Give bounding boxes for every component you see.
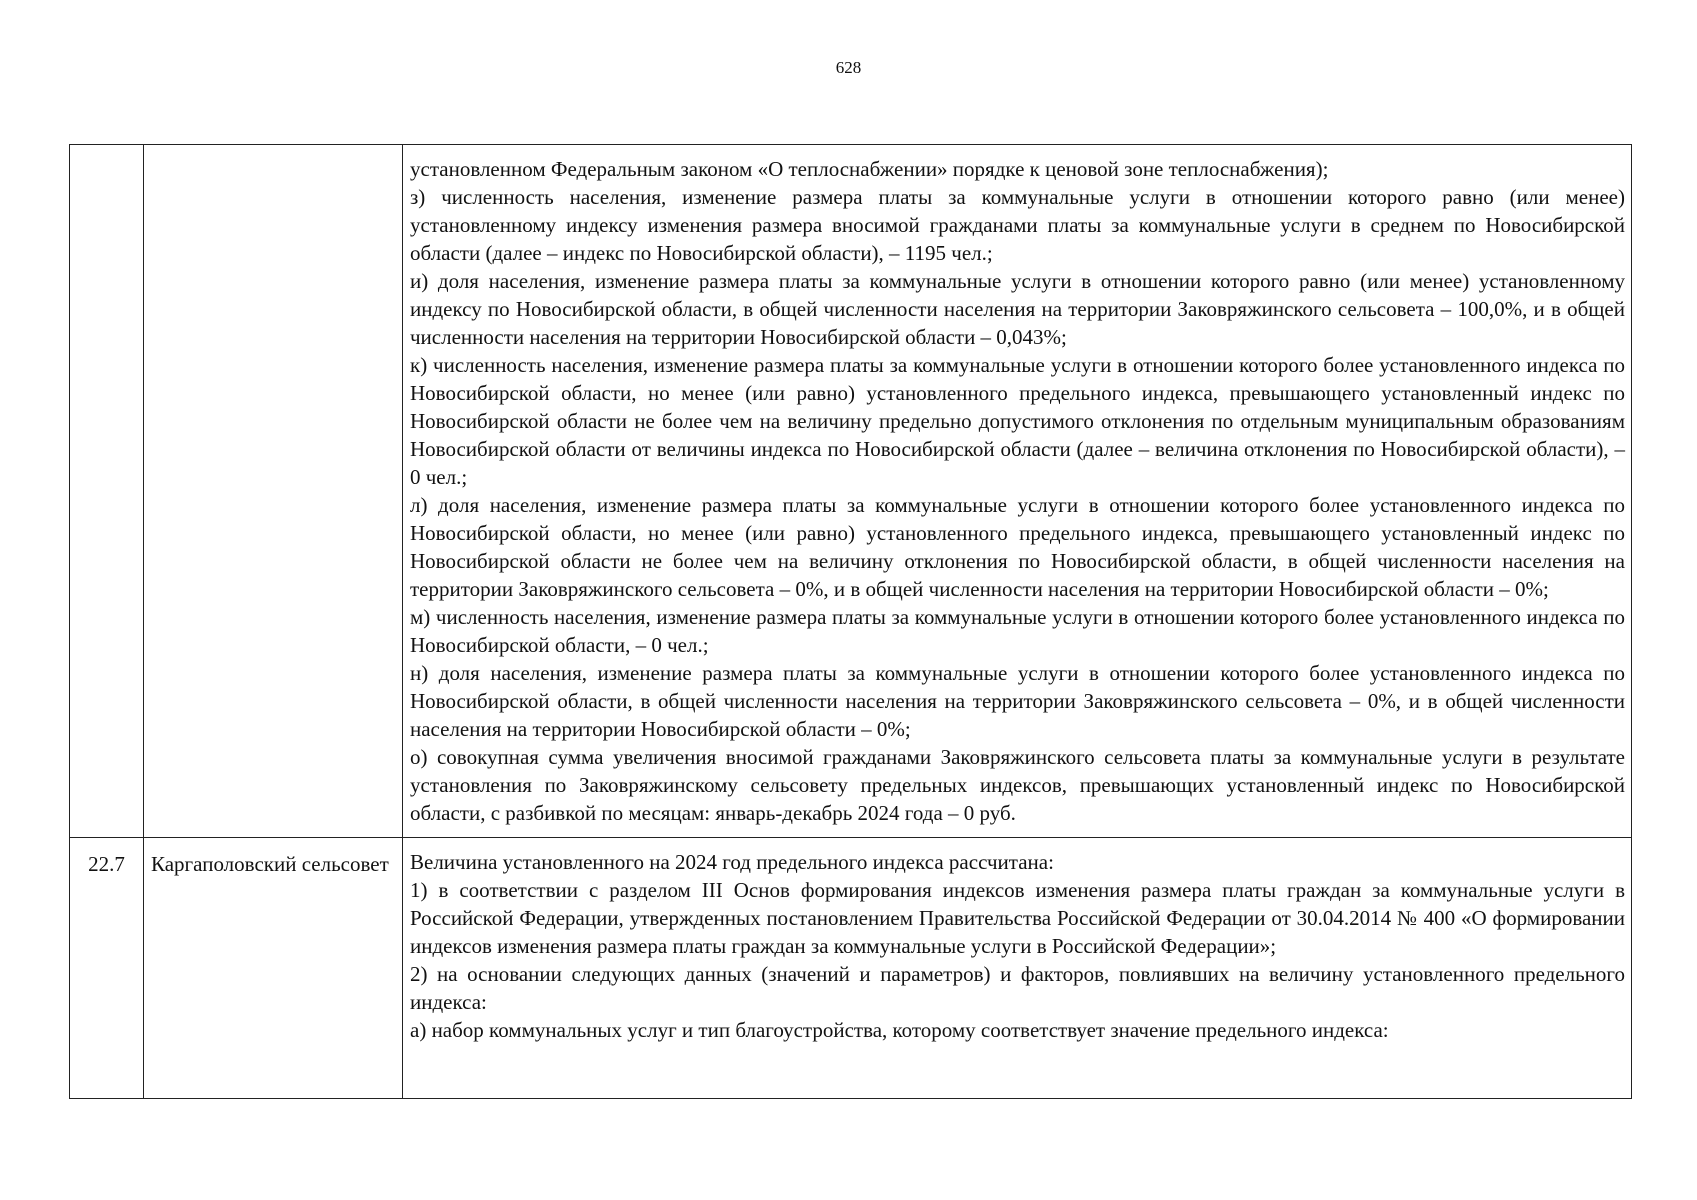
paragraph: и) доля населения, изменение размера платы за коммунальные услуги в отношении которого равно (или менее) установленному индексу по Новосибирской области, в общей численности населения на территории Заковряжинского сельсовета – 100,0%, и в общей численности населения на территории Новосибирской области – 0,043%; xyxy=(410,269,1625,349)
paragraph: о) совокупная сумма увеличения вносимой гражданами Заковряжинского сельсовета платы за коммунальные услуги в результате установления по Заковряжинскому сельсовету предельных индексов, превышающих установленный индекс по Новосибирской области, с разбивкой по месяцам: январь-декабрь 2024 года – 0 руб. xyxy=(410,745,1625,825)
table-row xyxy=(70,145,1632,838)
paragraph: з) численность населения, изменение размера платы за коммунальные услуги в отношении которого равно (или менее) установленному индексу изменения размера вносимой гражданами платы за коммунальные услуги в среднем по Новосибирской области (далее – индекс по Новосибирской области), – 1195 чел.; xyxy=(410,185,1625,265)
municipality-name-cell: Каргаполовский сельсовет xyxy=(144,838,403,1099)
paragraph: 2) на основании следующих данных (значений и параметров) и факторов, повлиявших на величину установленного предельного индекса: xyxy=(410,962,1625,1014)
paragraph: установленном Федеральным законом «О теплоснабжении» порядке к ценовой зоне теплоснабжения); xyxy=(410,157,1329,181)
paragraph: 1) в соответствии с разделом III Основ формирования индексов изменения размера платы граждан за коммунальные услуги в Российской Федерации, утвержденных постановлением Правительства Российской Федерации от 30.04.2014 № 400 «О формировании индексов изменения размера платы граждан за коммунальные услуги в Российской Федерации»; xyxy=(410,878,1625,958)
page-number: 628 xyxy=(835,58,862,77)
paragraph: н) доля населения, изменение размера платы за коммунальные услуги в отношении которого более установленного индекса по Новосибирской области, в общей численности населения на территории Заковряжинского сельсовета – 0%, и в общей численности населения на территории Новосибирской области – 0%; xyxy=(410,661,1625,741)
municipality-name-cell xyxy=(144,145,403,838)
paragraph: а) набор коммунальных услуг и тип благоустройства, которому соответствует значение предельного индекса: xyxy=(410,1018,1389,1042)
row-number-cell: 22.7 xyxy=(70,838,144,1099)
paragraph: л) доля населения, изменение размера платы за коммунальные услуги в отношении которого более установленного индекса по Новосибирской области, но менее (или равно) установленного предельного индекса, превышающего установленный индекс по Новосибирской области не более чем на величину отклонения по Новосибирской области, в общей численности населения на территории Заковряжинского сельсовета – 0%, и в общей численности населения на территории Новосибирской области – 0%; xyxy=(410,493,1625,601)
description-cell xyxy=(403,145,1632,838)
paragraph: м) численность населения, изменение размера платы за коммунальные услуги в отношении которого более установленного индекса по Новосибирской области, – 0 чел.; xyxy=(410,605,1625,657)
description-cell xyxy=(403,838,1632,1099)
table-row xyxy=(70,838,1632,1099)
document-table xyxy=(69,144,1632,1099)
paragraph: к) численность населения, изменение размера платы за коммунальные услуги в отношении которого более установленного индекса по Новосибирской области, но менее (или равно) установленного предельного индекса, превышающего установленный индекс по Новосибирской области не более чем на величину предельно допустимого отклонения по отдельным муниципальным образованиям Новосибирской области от величины индекса по Новосибирской области (далее – величина отклонения по Новосибирской области), – 0 чел.; xyxy=(410,353,1625,489)
paragraph: Величина установленного на 2024 год предельного индекса рассчитана: xyxy=(410,850,1054,874)
row-number-cell xyxy=(70,145,144,838)
